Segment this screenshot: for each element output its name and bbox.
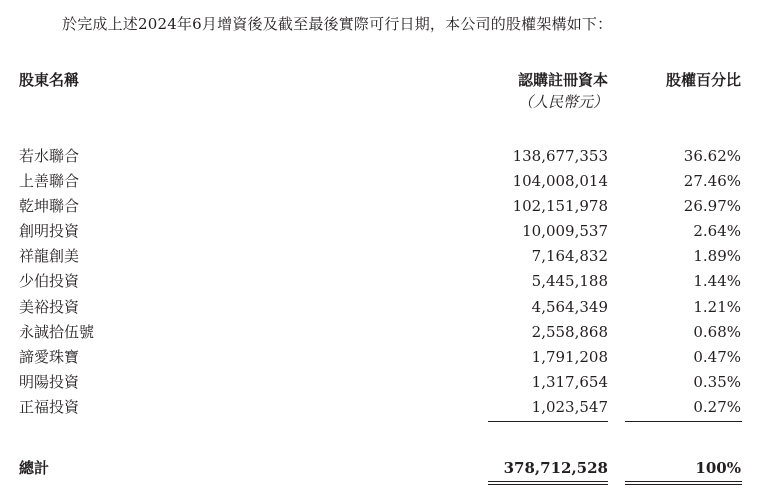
percent-subtotal-rule — [625, 421, 742, 422]
table-row — [0, 347, 771, 372]
shareholder-name: 明陽投資 — [19, 372, 80, 391]
shareholding-percent: 0.35% — [693, 372, 741, 391]
header-capital-unit: （人民幣元） — [517, 93, 608, 111]
intro-paragraph: 於完成上述2024年6月增資後及截至最後實際可行日期，本公司的股權架構如下： — [62, 15, 613, 33]
registered-capital: 1,791,208 — [531, 347, 608, 366]
header-shareholding-percent: 股權百分比 — [665, 71, 741, 89]
registered-capital: 104,008,014 — [512, 172, 608, 191]
header-registered-capital: 認購註冊資本 — [517, 71, 608, 89]
capital-total-double-rule-top — [488, 481, 608, 482]
table-row — [0, 322, 771, 347]
table-row — [0, 221, 771, 246]
shareholder-table — [0, 146, 771, 422]
shareholding-percent: 0.27% — [693, 397, 741, 416]
shareholder-name: 創明投資 — [19, 222, 80, 241]
table-row — [0, 246, 771, 271]
registered-capital: 138,677,353 — [512, 147, 608, 165]
table-row — [0, 372, 771, 397]
header-shareholder-name: 股東名稱 — [19, 71, 80, 89]
table-row — [0, 397, 771, 422]
shareholding-percent: 36.62% — [683, 147, 741, 165]
percent-total-double-rule-top — [625, 481, 742, 482]
shareholder-name: 諦愛珠寶 — [19, 347, 80, 366]
shareholder-name: 美裕投資 — [19, 297, 80, 316]
shareholder-name: 永誠拾伍號 — [19, 322, 95, 341]
table-row — [0, 146, 771, 171]
capital-total-double-rule-bottom — [488, 484, 608, 485]
shareholder-name: 少伯投資 — [19, 272, 80, 291]
shareholder-name: 上善聯合 — [19, 172, 80, 191]
percent-total-double-rule-bottom — [625, 484, 742, 485]
total-percent: 100% — [695, 459, 741, 477]
total-capital: 378,712,528 — [503, 459, 608, 477]
registered-capital: 5,445,188 — [531, 272, 608, 291]
shareholder-name: 祥龍創美 — [19, 247, 80, 266]
capital-subtotal-rule — [488, 421, 608, 422]
table-row — [0, 171, 771, 196]
registered-capital: 7,164,832 — [531, 247, 608, 266]
shareholder-name: 乾坤聯合 — [19, 197, 80, 216]
shareholding-percent: 1.89% — [693, 247, 741, 266]
shareholder-name: 若水聯合 — [19, 147, 80, 165]
total-label: 總計 — [19, 459, 50, 477]
shareholding-percent: 0.68% — [693, 322, 741, 341]
registered-capital: 1,317,654 — [531, 372, 608, 391]
shareholding-percent: 26.97% — [683, 197, 741, 216]
table-row — [0, 196, 771, 221]
shareholding-percent: 27.46% — [683, 172, 741, 191]
registered-capital: 1,023,547 — [531, 397, 608, 416]
table-row — [0, 271, 771, 296]
table-row — [0, 297, 771, 322]
shareholding-percent: 2.64% — [693, 222, 741, 241]
registered-capital: 102,151,978 — [512, 197, 608, 216]
registered-capital: 4,564,349 — [531, 297, 608, 316]
registered-capital: 2,558,868 — [531, 322, 608, 341]
registered-capital: 10,009,537 — [522, 222, 608, 241]
shareholder-name: 正福投資 — [19, 397, 80, 416]
shareholding-percent: 0.47% — [693, 347, 741, 366]
shareholding-percent: 1.44% — [693, 272, 741, 291]
shareholding-percent: 1.21% — [693, 297, 741, 316]
